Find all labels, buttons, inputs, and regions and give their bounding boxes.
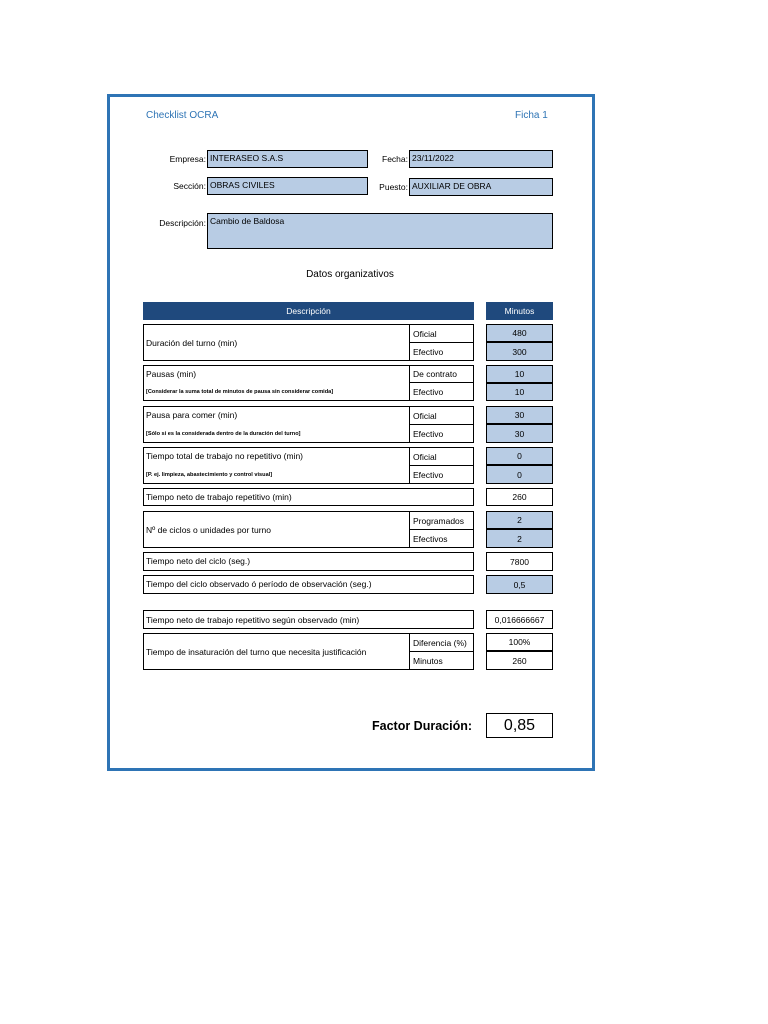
row-insaturacion — [143, 633, 474, 670]
row-label: Tiempo neto del ciclo (seg.) — [146, 556, 251, 566]
puesto-field[interactable]: AUXILIAR DE OBRA — [409, 178, 553, 196]
row-label: Duración del turno (min) — [146, 338, 238, 348]
empresa-field[interactable]: INTERASEO S.A.S — [207, 150, 368, 168]
row-sub-label: Efectivo — [409, 383, 473, 400]
sheet-number: Ficha 1 — [515, 110, 548, 121]
row-sub-label: Efectivo — [409, 343, 473, 360]
value-cell[interactable]: 0 — [486, 465, 553, 484]
value-cell[interactable]: 30 — [486, 424, 553, 443]
row-sub-label: De contrato — [409, 366, 473, 383]
section-title: Datos organizativos — [306, 269, 394, 280]
row-sub-label: Efectivo — [409, 466, 473, 483]
row-ciclos — [143, 511, 474, 548]
row-label: Pausa para comer (min) — [146, 410, 238, 420]
value-cell[interactable]: 0,5 — [486, 575, 553, 594]
factor-duracion-value: 0,85 — [486, 713, 553, 738]
value-cell[interactable]: 10 — [486, 383, 553, 401]
row-sub-label: Efectivo — [409, 425, 473, 442]
value-cell[interactable]: 2 — [486, 529, 553, 548]
row-sub-label: Diferencia (%) — [409, 634, 473, 652]
value-cell: 7800 — [486, 552, 553, 571]
value-cell: 0,016666667 — [486, 610, 553, 629]
empresa-label: Empresa: — [169, 154, 206, 164]
value-cell: 260 — [486, 488, 553, 506]
row-label: Tiempo de insaturación del turno que necesita justificación — [146, 647, 367, 657]
value-cell[interactable]: 30 — [486, 406, 553, 424]
row-sub-label: Programados — [409, 512, 473, 530]
row-sub-label: Oficial — [409, 325, 473, 343]
sheet-title: Checklist OCRA — [146, 110, 219, 121]
row-note: [Considerar la suma total de minutos de pausa sin considerar comida] — [146, 389, 334, 395]
row-pausas — [143, 365, 474, 401]
descripcion-label: Descripción: — [159, 218, 206, 228]
row-neto-repetitivo — [143, 488, 474, 506]
factor-duracion-label: Factor Duración: — [372, 719, 473, 733]
row-label: Tiempo neto de trabajo repetitivo según observado (min) — [146, 615, 360, 625]
column-header-minutos: Minutos — [486, 302, 553, 320]
puesto-label: Puesto: — [379, 182, 408, 192]
row-duracion-turno — [143, 324, 474, 361]
row-label: Tiempo del ciclo observado ó período de observación (seg.) — [146, 579, 372, 589]
row-sub-label: Oficial — [409, 407, 473, 425]
row-label: Pausas (min) — [146, 369, 197, 379]
row-neto-observado — [143, 610, 474, 629]
value-cell[interactable]: 480 — [486, 324, 553, 342]
descripcion-field[interactable]: Cambio de Baldosa — [207, 213, 553, 249]
row-sub-label: Minutos — [409, 652, 473, 669]
row-ciclo-observado — [143, 575, 474, 594]
row-no-repetitivo — [143, 447, 474, 484]
row-label: Nº de ciclos o unidades por turno — [146, 525, 272, 535]
value-cell: 260 — [486, 651, 553, 670]
row-sub-label: Efectivos — [409, 530, 473, 547]
seccion-label: Sección: — [173, 181, 206, 191]
value-cell[interactable]: 0 — [486, 447, 553, 465]
row-pausa-comer — [143, 406, 474, 443]
row-sub-label: Oficial — [409, 448, 473, 466]
row-note: [Sólo si es la considerada dentro de la duración del turno] — [146, 431, 301, 437]
value-cell[interactable]: 300 — [486, 342, 553, 361]
column-header-descripcion: Descripción — [143, 302, 474, 320]
row-neto-ciclo — [143, 552, 474, 571]
checklist-sheet — [107, 94, 595, 771]
seccion-field[interactable]: OBRAS CIVILES — [207, 177, 368, 195]
value-cell: 100% — [486, 633, 553, 651]
row-label: Tiempo total de trabajo no repetitivo (min) — [146, 451, 304, 461]
fecha-label: Fecha: — [382, 154, 408, 164]
fecha-field[interactable]: 23/11/2022 — [409, 150, 553, 168]
row-label: Tiempo neto de trabajo repetitivo (min) — [146, 492, 292, 502]
value-cell[interactable]: 10 — [486, 365, 553, 383]
value-cell[interactable]: 2 — [486, 511, 553, 529]
row-note: [P. ej. limpieza, abastecimiento y control visual] — [146, 472, 273, 478]
